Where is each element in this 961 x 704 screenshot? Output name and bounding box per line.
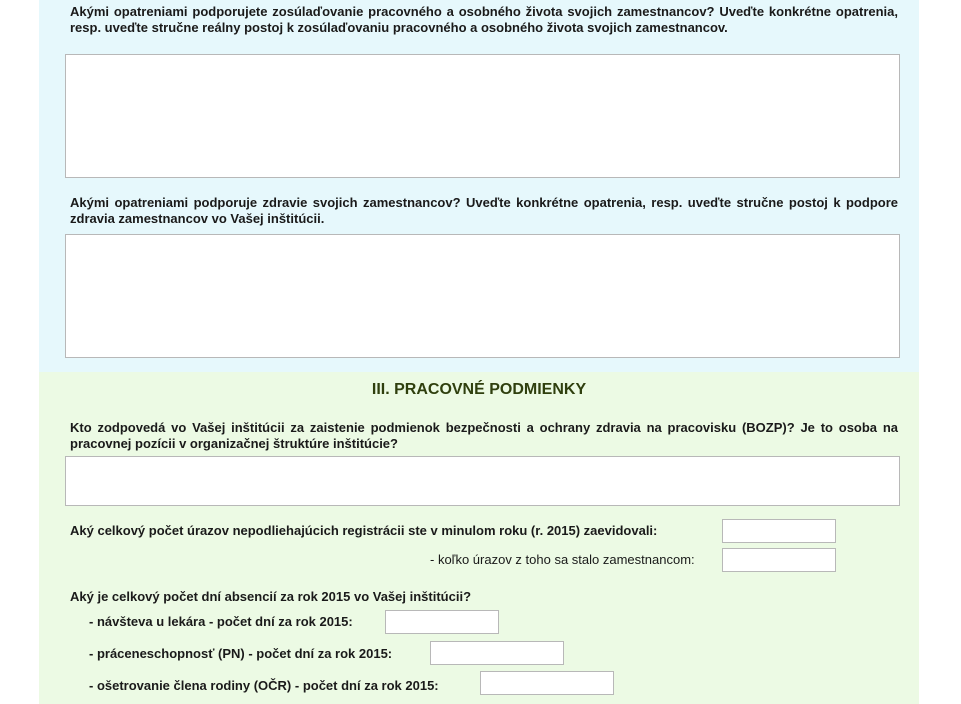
injuries-count-input[interactable] xyxy=(722,519,836,543)
question-injuries-count: Aký celkový počet úrazov nepodliehajúcich registrácii ste v minulom roku (r. 2015) zaevidovali: xyxy=(70,523,658,538)
doctor-visits-input[interactable] xyxy=(385,610,499,634)
bozp-responsible-answer[interactable] xyxy=(65,456,900,506)
question-work-life-balance: Akými opatreniami podporujete zosúlaďovanie pracovného a osobného života svojich zamestnancov? Uveďte konkrétne opatrenia, resp. uveďte stručne reálny postoj k zosúlaďovaniu pracovného a osobného života svojich zamestnancov. xyxy=(70,4,898,35)
label-sick-leave-text: - práceneschopnosť (PN) - počet dní za rok 2015: xyxy=(89,646,393,661)
family-care-input[interactable] xyxy=(480,671,614,695)
question-health-support: Akými opatreniami podporuje zdravie svojich zamestnancov? Uveďte konkrétne opatrenia, resp. uveďte stručne postoj k podpore zdravia zamestnancov vo Vašej inštitúcii. xyxy=(70,195,898,226)
label-doctor-visits: - návšteva u lekára - počet dní za rok 2015: xyxy=(89,614,353,629)
work-life-balance-answer[interactable] xyxy=(65,54,900,178)
section-title: III. PRACOVNÉ PODMIENKY xyxy=(371,381,587,398)
question-injuries-employees: - koľko úrazov z toho sa stalo zamestnancom: xyxy=(430,552,695,567)
injuries-employees-input[interactable] xyxy=(722,548,836,572)
label-sick-leave xyxy=(89,646,392,662)
health-support-answer[interactable] xyxy=(65,234,900,358)
question-bozp-responsible: Kto zodpovedá vo Vašej inštitúcii za zaistenie podmienok bezpečnosti a ochrany zdravia na pracovisku (BOZP)? Je to osoba na pracovnej pozícii v organizačnej štruktúre inštitúcie? xyxy=(70,420,898,451)
label-family-care: - ošetrovanie člena rodiny (OČR) - počet dní za rok 2015: xyxy=(89,678,439,693)
question-absences: Aký je celkový počet dní absencií za rok 2015 vo Vašej inštitúcii? xyxy=(70,589,472,604)
sick-leave-input[interactable] xyxy=(430,641,564,665)
